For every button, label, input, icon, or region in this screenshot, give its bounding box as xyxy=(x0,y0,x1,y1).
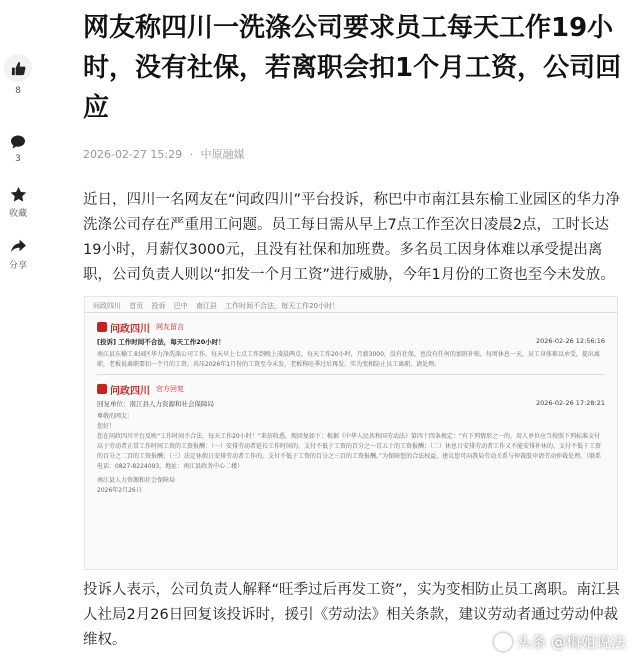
nav-item: 工作时间不合法，每天工作20小时！ xyxy=(225,302,340,310)
reply-unit-label: 回复单位： xyxy=(97,400,130,408)
like-button[interactable] xyxy=(0,54,36,96)
star-icon xyxy=(4,180,32,208)
embedded-complaint-screenshot xyxy=(84,296,618,570)
favorite-button[interactable] xyxy=(0,180,36,219)
share-icon xyxy=(4,232,32,260)
reply-header xyxy=(85,399,617,408)
reply-date: 2026-02-26 17:28:21 xyxy=(535,399,605,407)
watermark-logo-icon xyxy=(494,633,512,651)
question-date: 2026-02-26 12:56:16 xyxy=(535,337,605,345)
article-source[interactable]: 中原融媒 xyxy=(200,148,245,161)
nav-item: 首页 xyxy=(129,302,144,310)
reply-signature: 南江县人力资源和社会保障局 xyxy=(97,477,176,484)
article-paragraph-1: 近日，四川一名网友在“问政四川”平台投诉，称巴中市南江县东榆工业园区的华力净洗涤公司存在严重用工问题。员工每日需从早上7点工作至次日凌晨2点，工时长达19小时，月薪仅3000元，且没有社保和加班费。多名员工因身体难以承受提出离职，公司负责人则以“扣发一个月工资”进行威胁，今年1月份的工资也至今未发放。 xyxy=(83,192,621,283)
nav-item: 投诉 xyxy=(151,302,166,310)
toutiao-watermark xyxy=(494,631,626,652)
article-title: 网友称四川一洗涤公司要求员工每天工作19小时，没有社保，若离职会扣1个月工资，公司回应 xyxy=(83,13,622,123)
reply-unit: 南江县人力资源和社会保障局 xyxy=(129,400,214,408)
message-tag: 网友留言 xyxy=(156,323,184,331)
comment-button[interactable] xyxy=(0,128,36,164)
screenshot-breadcrumb xyxy=(85,297,617,313)
wenzheng-logo-icon xyxy=(97,322,107,332)
divider xyxy=(97,374,605,375)
article-paragraph-2: 投诉人表示，公司负责人解释“旺季过后再发工资”，实为变相防止员工离职。南江县人社局2月26日回复该投诉时，援引《劳动法》相关条款，建议劳动者通过劳动仲裁维权。 xyxy=(83,582,621,648)
nav-item: 问政四川 xyxy=(93,302,121,310)
reply-hello: 您好！ xyxy=(97,423,116,430)
nav-item: 南江县 xyxy=(195,302,217,310)
question-body: 南江县东榆工业园区华力净洗涤公司工作，每天早上七点工作到晚上凌晨两点，每天工作20小时，月薪3000，没有社保，也没有任何的加班补贴，每周休息一天，员工身体难以承受，提出离职，老板说离职要扣一个月的工资，共压2026年1月份的工资至今未发，老板称旺季过后再发，实为变相防止员工离职，请处理。 xyxy=(97,351,600,368)
thumbs-up-icon xyxy=(4,54,32,82)
nav-item: 巴中 xyxy=(173,302,188,310)
favorite-label: 收藏 xyxy=(8,209,27,219)
reply-logo-row xyxy=(85,381,617,397)
reply-body: 您在问政四川平台反映“工作时间不合法，每天工作20小时！”来信收悉，现回复如下：根据《中华人民共和国劳动法》第四十四条规定：“有下列情形之一的，用人单位应当按照下列标准支付高于劳动者正常工作时间工资的工资报酬：（一）安排劳动者延长工作时间的，支付不低于工资的百分之一百五十的工资报酬；（二）休息日安排劳动者工作又不能安排补休的，支付不低于工资的百分之二百的工资报酬；（三）法定休假日安排劳动者工作的，支付不低于工资的百分之三百的工资报酬。”为保障您的合法权益，建议您可向我局劳动关系与仲裁股申请劳动仲裁处理。（联系电话：0827-8224093，地址：南江县政务中心二楼） xyxy=(97,433,602,470)
share-button[interactable] xyxy=(0,232,36,271)
publish-date: 2026-02-27 15:29 xyxy=(83,148,183,161)
question-logo-row xyxy=(85,319,617,335)
question-title: [投诉] 工作时间不合法，每天工作20小时！ xyxy=(97,338,225,346)
wenzheng-logo-text: 问政四川 xyxy=(110,323,150,335)
reply-greeting: 尊敬的网友： xyxy=(97,413,134,420)
reply-signature-date: 2026年2月26日 xyxy=(97,487,142,494)
comment-icon xyxy=(4,128,32,156)
question-header xyxy=(85,337,617,346)
article-meta xyxy=(83,146,249,162)
like-count: 8 xyxy=(15,86,21,96)
reply-tag: 官方回复 xyxy=(156,385,184,393)
share-label: 分享 xyxy=(8,261,27,271)
watermark-text: 头条 @梅姐说法 xyxy=(516,633,626,651)
meta-separator: · xyxy=(189,148,194,161)
comment-count: 3 xyxy=(15,154,21,164)
wenzheng-logo-icon xyxy=(97,384,107,394)
wenzheng-logo-text: 问政四川 xyxy=(110,385,150,397)
